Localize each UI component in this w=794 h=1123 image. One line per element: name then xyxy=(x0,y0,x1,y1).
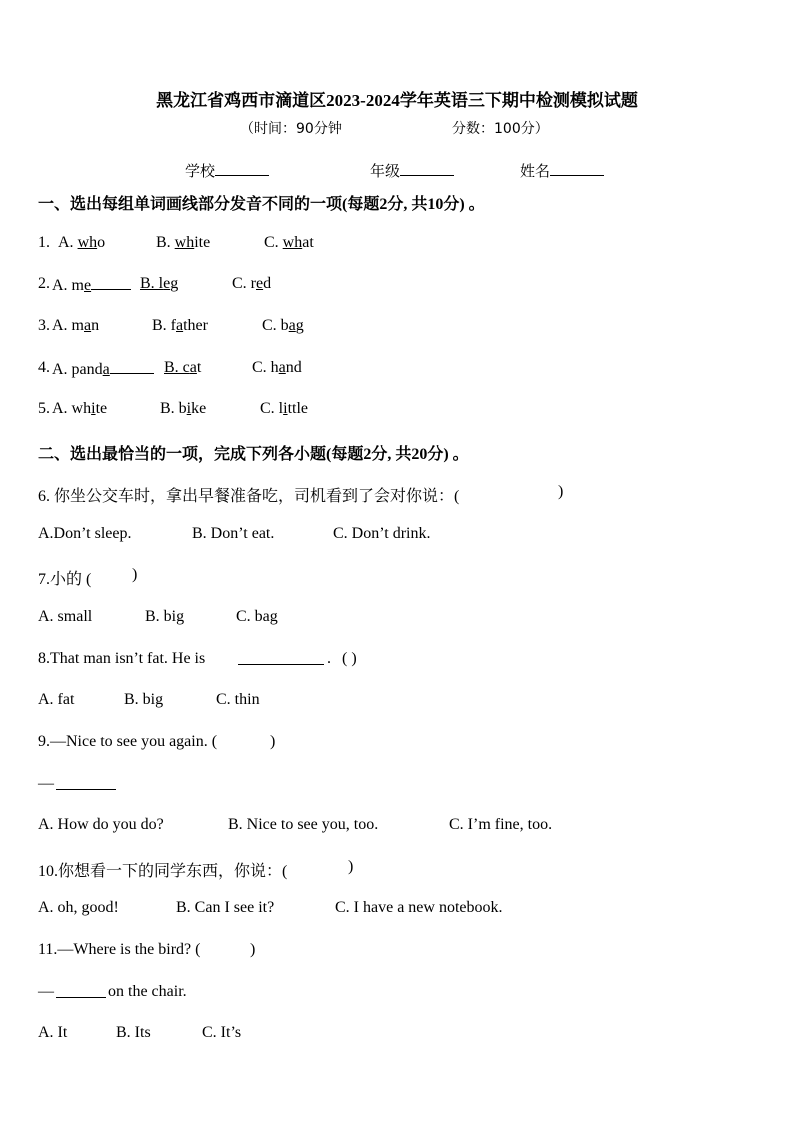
q7-stem: 7.小的 ( xyxy=(38,571,92,588)
q8-paren: ( ) xyxy=(342,650,357,667)
q1-number: 1. xyxy=(38,234,50,251)
q11-paren-close: ) xyxy=(250,941,256,958)
q10-option-c[interactable]: C. I have a new notebook. xyxy=(335,899,503,916)
q5-option-c[interactable]: C. little xyxy=(260,400,309,417)
q7-paren-close: ) xyxy=(132,566,138,583)
q9-stem: 9.—Nice to see you again. ( xyxy=(38,733,218,750)
q10-stem: 10.你想看一下的同学东西，你说：( xyxy=(38,863,288,880)
q11-option-a[interactable]: A. It xyxy=(38,1024,68,1041)
q7-option-b[interactable]: B. big xyxy=(145,608,185,625)
q11-stem: 11.—Where is the bird? ( xyxy=(38,941,201,958)
q2-option-c[interactable]: C. red xyxy=(232,275,272,292)
q9-dash: — xyxy=(38,775,54,792)
q9-answer-blank[interactable] xyxy=(56,775,116,790)
q4-number: 4. xyxy=(38,359,50,376)
q9-option-b[interactable]: B. Nice to see you, too. xyxy=(228,816,379,833)
q2-number: 2. xyxy=(38,275,50,292)
page-title: 黑龙江省鸡西市滴道区2023-2024学年英语三下期中检测模拟试题 xyxy=(156,91,638,110)
grade-blank[interactable] xyxy=(400,161,454,176)
q5-option-a[interactable]: A. white xyxy=(52,400,108,417)
exam-time: （时间：90分钟 xyxy=(240,121,342,137)
q1-option-c[interactable]: C. what xyxy=(264,234,314,251)
q3-option-a[interactable]: A. man xyxy=(52,317,100,334)
q8-option-a[interactable]: A. fat xyxy=(38,691,75,708)
school-blank[interactable] xyxy=(215,161,269,176)
q10-option-b[interactable]: B. Can I see it? xyxy=(176,899,275,916)
q5-option-b[interactable]: B. bike xyxy=(160,400,207,417)
q11-answer-blank[interactable] xyxy=(56,983,106,998)
q4-option-b[interactable]: B. cat xyxy=(164,359,202,376)
q3-option-c[interactable]: C. bag xyxy=(262,317,304,334)
q2-underline-gap xyxy=(91,275,131,290)
section2-heading: 二、选出最恰当的一项，完成下列各小题(每题2分, 共20分) 。 xyxy=(38,446,469,463)
school-field[interactable] xyxy=(185,160,269,181)
q10-paren-close: ) xyxy=(348,858,354,875)
q9-paren-close: ) xyxy=(270,733,276,750)
grade-label: 年级 xyxy=(370,164,401,180)
q6-option-a[interactable]: A.Don’t sleep. xyxy=(38,525,132,542)
q8-option-b[interactable]: B. big xyxy=(124,691,164,708)
q3-option-b[interactable]: B. father xyxy=(152,317,208,334)
q4-option-c[interactable]: C. hand xyxy=(252,359,302,376)
q11-stem-after: on the chair. xyxy=(108,983,187,1000)
section1-heading: 一、选出每组单词画线部分发音不同的一项(每题2分, 共10分) 。 xyxy=(38,196,485,213)
name-field[interactable] xyxy=(520,160,604,181)
q2-option-b[interactable]: B. leg xyxy=(140,275,179,292)
q1-option-a[interactable]: A. who xyxy=(58,234,106,251)
school-label: 学校 xyxy=(185,164,216,180)
q4-option-a[interactable]: A. panda xyxy=(52,359,154,379)
q3-number: 3. xyxy=(38,317,50,334)
q6-option-b[interactable]: B. Don’t eat. xyxy=(192,525,275,542)
q9-option-a[interactable]: A. How do you do? xyxy=(38,816,164,833)
q11-option-c[interactable]: C. It’s xyxy=(202,1024,242,1041)
q6-stem: 6. 你坐公交车时，拿出早餐准备吃，司机看到了会对你说：( xyxy=(38,488,460,505)
q5-number: 5. xyxy=(38,400,50,417)
grade-field[interactable] xyxy=(370,160,454,181)
name-blank[interactable] xyxy=(550,161,604,176)
q8-stem: 8.That man isn’t fat. He is xyxy=(38,650,206,667)
name-label: 姓名 xyxy=(520,164,551,180)
q9-option-c[interactable]: C. I’m fine, too. xyxy=(449,816,553,833)
q6-paren-close: ) xyxy=(558,483,564,500)
q11-dash: — xyxy=(38,983,54,1000)
q11-option-b[interactable]: B. Its xyxy=(116,1024,151,1041)
q8-option-c[interactable]: C. thin xyxy=(216,691,260,708)
q4-underline-gap xyxy=(110,359,154,374)
q8-stem-end: . xyxy=(327,650,331,667)
q6-option-c[interactable]: C. Don’t drink. xyxy=(333,525,431,542)
q7-option-c[interactable]: C. bag xyxy=(236,608,278,625)
q7-option-a[interactable]: A. small xyxy=(38,608,93,625)
q2-option-a[interactable]: A. me xyxy=(52,275,131,295)
exam-score: 分数：100分） xyxy=(452,121,549,137)
q1-option-b[interactable]: B. white xyxy=(156,234,211,251)
q10-option-a[interactable]: A. oh, good! xyxy=(38,899,119,916)
q8-answer-blank[interactable] xyxy=(238,650,324,665)
